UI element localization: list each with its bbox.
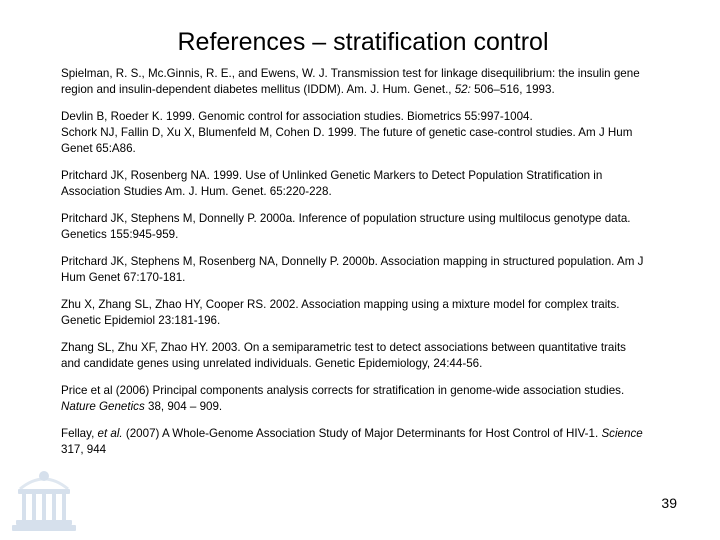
reference-item bbox=[61, 125, 701, 157]
reference-volume: 52: bbox=[454, 83, 471, 96]
reference-item bbox=[61, 383, 701, 415]
reference-item bbox=[61, 297, 701, 329]
reference-item bbox=[61, 340, 701, 372]
reference-text: (2007) A Whole-Genome Association Study of Major Determinants for Host Control of HIV-1. bbox=[122, 427, 602, 440]
reference-item bbox=[61, 66, 701, 98]
page-number: 39 bbox=[661, 495, 677, 511]
reference-line: Association Studies Am. J. Hum. Genet. 65:220-228. bbox=[61, 185, 332, 198]
reference-line: 317, 944 bbox=[61, 443, 107, 456]
reference-line: Schork NJ, Fallin D, Xu X, Blumenfeld M, Cohen D. 1999. The future of genetic case-control studies. Am J Hum bbox=[61, 126, 633, 139]
reference-item bbox=[61, 426, 701, 458]
reference-line: Genetic Epidemiol 23:181-196. bbox=[61, 314, 221, 327]
reference-list bbox=[61, 66, 701, 469]
reference-item bbox=[61, 211, 701, 243]
reference-line: and candidate genes using unrelated individuals. Genetic Epidemiology, 24:44-56. bbox=[61, 357, 483, 370]
university-well-logo bbox=[8, 463, 80, 535]
reference-journal: Science bbox=[601, 427, 643, 440]
reference-text: region and insulin-dependent diabetes mellitus (IDDM). Am. J. Hum. Genet., bbox=[61, 83, 455, 96]
reference-line: Genet 65:A86. bbox=[61, 142, 136, 155]
reference-text: Fellay, bbox=[61, 427, 98, 440]
reference-line: Devlin B, Roeder K. 1999. Genomic control for association studies. Biometrics 55:997-1004. bbox=[61, 110, 533, 123]
reference-line: Zhu X, Zhang SL, Zhao HY, Cooper RS. 2002. Association mapping using a mixture model for complex traits. bbox=[61, 298, 620, 311]
slide-title: References – stratification control bbox=[177, 28, 549, 56]
reference-line: Genetics 155:945-959. bbox=[61, 228, 179, 241]
reference-text: 506–516, 1993. bbox=[470, 83, 555, 96]
reference-text: 38, 904 – 909. bbox=[144, 400, 223, 413]
reference-line: Pritchard JK, Stephens M, Rosenberg NA, Donnelly P. 2000b. Association mapping in structured population. Am J bbox=[61, 255, 644, 268]
reference-line bbox=[61, 399, 701, 415]
reference-item bbox=[61, 254, 701, 286]
reference-line: Pritchard JK, Rosenberg NA. 1999. Use of Unlinked Genetic Markers to Detect Population Stratification in bbox=[61, 169, 603, 182]
reference-etal: et al. bbox=[97, 427, 123, 440]
reference-line: Hum Genet 67:170-181. bbox=[61, 271, 186, 284]
reference-line bbox=[61, 82, 701, 98]
reference-line: Spielman, R. S., Mc.Ginnis, R. E., and Ewens, W. J. Transmission test for linkage disequilibrium: the insulin gene bbox=[61, 67, 640, 80]
reference-journal: Nature Genetics bbox=[61, 400, 145, 413]
reference-line bbox=[61, 426, 701, 442]
reference-line: Price et al (2006) Principal components analysis corrects for stratification in genome-wide association studies. bbox=[61, 384, 625, 397]
reference-line: Zhang SL, Zhu XF, Zhao HY. 2003. On a semiparametric test to detect associations between quantitative traits bbox=[61, 341, 626, 354]
reference-item bbox=[61, 109, 701, 125]
reference-item bbox=[61, 168, 701, 200]
reference-line: Pritchard JK, Stephens M, Donnelly P. 2000a. Inference of population structure using multilocus genotype data. bbox=[61, 212, 631, 225]
